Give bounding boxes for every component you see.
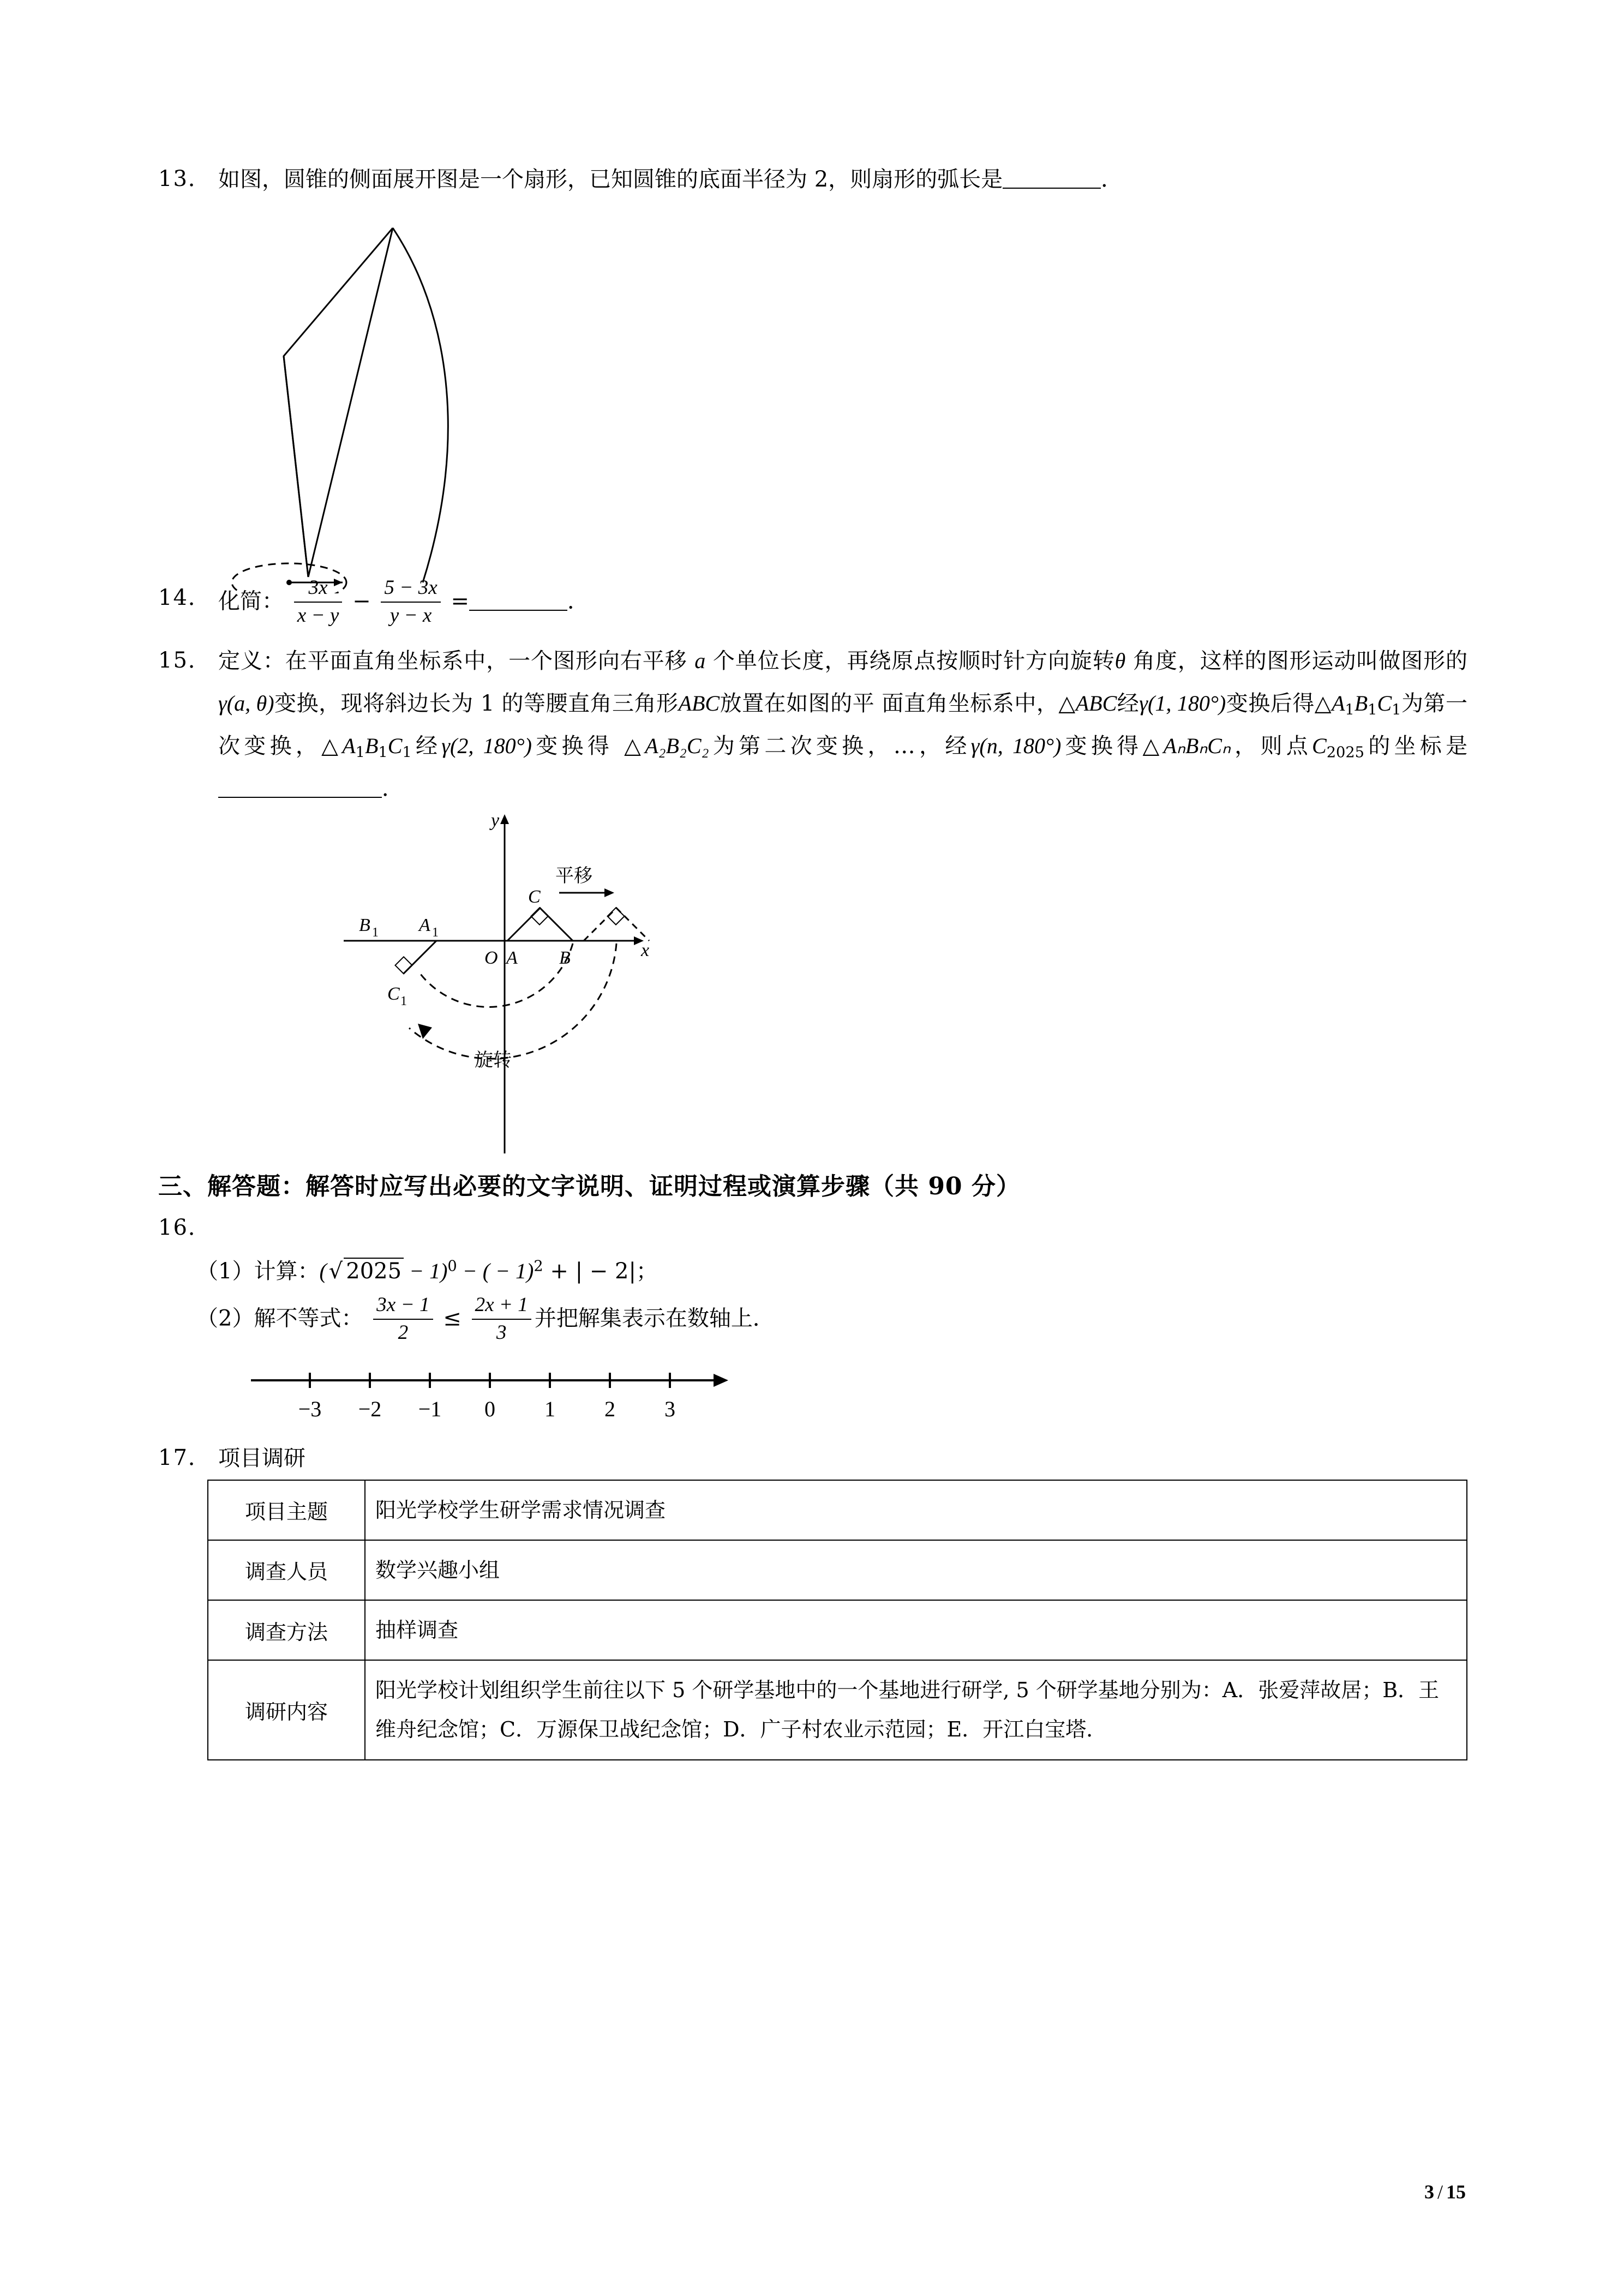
question-17: [158, 1437, 1467, 1480]
svg-text:B: B: [559, 948, 571, 969]
svg-text:x: x: [641, 940, 650, 961]
page-content: [158, 158, 1467, 1760]
question-15-line4-d: ，则点: [1230, 734, 1313, 759]
question-16-fraction-1: [373, 1293, 433, 1345]
svg-text:平移: 平移: [555, 865, 592, 887]
question-15-anbncn: AₙBₙCₙ: [1163, 734, 1231, 759]
table-row: [208, 1660, 1467, 1759]
fraction-1-numerator: 3x: [294, 576, 343, 603]
question-15-c2025-sub: 2025: [1326, 744, 1364, 761]
svg-text:−1: −1: [418, 1396, 442, 1421]
number-line-figure: [240, 1352, 1467, 1434]
question-16-sqrt-radicand: 2025: [344, 1258, 404, 1284]
table-row: [208, 1600, 1467, 1660]
question-15: [158, 640, 1467, 810]
page-footer: [1424, 2180, 1466, 2203]
question-13: [158, 158, 1467, 201]
question-15-line3-c: 变换后得△: [1226, 691, 1332, 717]
question-15-c1-repeat: C: [387, 734, 403, 759]
question-16-part-2-label: （2）解不等式：: [196, 1306, 363, 1331]
question-15-gamma-1: γ(1, 180°): [1139, 691, 1226, 716]
question-14-fraction-1: [294, 576, 343, 628]
svg-text:C: C: [528, 887, 541, 907]
question-16-part-1-label: （1）计算：: [196, 1259, 320, 1284]
question-14-period: ．: [567, 588, 589, 614]
question-15-gamma-n: γ(n, 180°): [970, 734, 1062, 759]
question-16: [158, 1207, 1467, 1248]
cone-lateral-surface-sector-figure: [218, 201, 1467, 593]
question-15-gamma-2: γ(2, 180°): [441, 734, 532, 759]
question-14-stem: 化简：: [218, 588, 284, 614]
question-15-line4-b: 为第二次变换，…，经: [709, 734, 971, 759]
question-14-minus: −: [352, 588, 371, 614]
table-cell-value: 阳光学校计划组织学生前往以下 5 个研学基地中的一个基地进行研学, 5 个研学基地分别为：A．张爱萍故居；B．王维舟纪念馆；C．万源保卫战纪念馆；D．广子村农业示范园；E．开江白宝塔．: [365, 1660, 1467, 1759]
question-15-a1-sub: 1: [1345, 701, 1355, 719]
question-15-abc-2: ABC: [1075, 691, 1117, 716]
question-15-b1-repeat: B: [364, 734, 379, 759]
table-cell-label: 调查人员: [208, 1540, 365, 1600]
question-16-part-2: [196, 1294, 1467, 1346]
question-15-number: 15．: [158, 648, 211, 674]
table-row: [208, 1540, 1467, 1600]
page-total: 15: [1446, 2181, 1466, 2203]
svg-text:1: 1: [400, 994, 407, 1009]
question-15-triangle-abc: ABC: [678, 691, 720, 716]
svg-text:2: 2: [604, 1396, 615, 1421]
page-separator: /: [1437, 2181, 1443, 2203]
question-16-part-2-tail: 并把解集表示在数轴上．: [534, 1306, 775, 1331]
question-15-line1-a: 定义：在平面直角坐标系中，一个图形向右平移: [218, 648, 687, 674]
question-15-line4-e: 的坐标是: [1364, 734, 1468, 759]
question-16-pow-2: 2: [534, 1258, 543, 1275]
table-cell-label: 调研内容: [208, 1660, 365, 1759]
question-15-line4-a: △: [624, 734, 645, 759]
survey-table: [207, 1480, 1467, 1760]
table-cell-value: 抽样调查: [365, 1600, 1467, 1660]
question-15-line3-b: 经: [1117, 691, 1140, 717]
table-cell-value: 数学兴趣小组: [365, 1540, 1467, 1600]
svg-text:B: B: [359, 915, 370, 936]
table-cell-label: 调查方法: [208, 1600, 365, 1660]
svg-text:A: A: [506, 948, 518, 969]
question-15-a1b1c1-repeat: A: [342, 734, 356, 759]
question-15-line2-a: 角度，这样的图形运动叫做图形的: [1132, 648, 1468, 674]
question-15-a2b2c2: A₂B₂C₂: [645, 734, 709, 759]
gamma-transformation-coordinate-figure: [311, 810, 1467, 1159]
question-15-c1-sub-2: 1: [402, 744, 412, 761]
svg-text:3: 3: [664, 1396, 675, 1421]
question-14-number: 14．: [158, 585, 211, 610]
question-15-theta: θ: [1114, 648, 1126, 674]
svg-text:C: C: [387, 984, 400, 1005]
question-16-part-1: [196, 1248, 1467, 1294]
q16-fraction-1-numerator: 3x − 1: [373, 1293, 433, 1320]
question-14-fraction-2: [381, 576, 440, 628]
question-15-b1-sub-2: 1: [378, 744, 388, 761]
question-17-number: 17．: [158, 1445, 211, 1470]
question-16-expr-b: − 1): [404, 1259, 448, 1284]
q16-fraction-2-numerator: 2x + 1: [472, 1293, 531, 1320]
q16-fraction-2-denominator: 3: [496, 1321, 507, 1344]
table-row: [208, 1480, 1467, 1540]
svg-text:O: O: [484, 948, 498, 969]
coordinate-figure-svg: [311, 810, 856, 1159]
question-15-line3-d: 为第一次变换，△: [218, 691, 1468, 759]
q16-fraction-1-denominator: 2: [398, 1321, 409, 1344]
question-16-expr-c: − ( − 1): [457, 1259, 534, 1284]
svg-text:A: A: [419, 915, 430, 936]
svg-text:1: 1: [372, 925, 379, 940]
question-16-fraction-2: [472, 1293, 531, 1345]
table-cell-value: 阳光学校学生研学需求情况调查: [365, 1480, 1467, 1540]
question-13-stem: 如图，圆锥的侧面展开图是一个扇形，已知圆锥的底面半径为 2，则扇形的弧长是: [218, 167, 1003, 192]
fraction-2-denominator: y − x: [389, 604, 432, 627]
question-15-line4-f: ．: [382, 776, 404, 802]
sqrt-icon: √ 2025: [327, 1248, 404, 1294]
question-15-c1-sub: 1: [1392, 701, 1401, 719]
question-16-number: 16．: [158, 1215, 211, 1241]
question-15-b1: B: [1354, 691, 1368, 716]
fraction-2-numerator: 5 − 3x: [381, 576, 440, 603]
svg-text:−2: −2: [358, 1396, 382, 1421]
question-15-a1-sub-2: 1: [355, 744, 365, 761]
question-15-line4-c: 变换得△: [1061, 734, 1164, 759]
question-15-b1-sub: 1: [1368, 701, 1377, 719]
question-15-gamma: γ(a, θ): [218, 691, 274, 716]
svg-text:1: 1: [544, 1396, 555, 1421]
question-17-title: 项目调研: [218, 1445, 305, 1471]
section-3-title: 三、解答题：解答时应写出必要的文字说明、证明过程或演算步骤（共 90 分）: [158, 1173, 1021, 1201]
svg-text:−3: −3: [298, 1396, 322, 1421]
table-cell-label: 项目主题: [208, 1480, 365, 1540]
question-15-text: [218, 640, 1467, 810]
cone-figure-svg: [218, 201, 600, 593]
question-14-answer-blank[interactable]: [469, 610, 567, 611]
question-15-line2-b: 变换，现将斜边长为 1 的等腰直角三角形: [274, 691, 679, 717]
svg-text:1: 1: [432, 925, 439, 940]
question-13-text: [218, 158, 1467, 201]
question-13-period: ．: [1101, 167, 1123, 192]
question-15-c2025: C: [1312, 734, 1327, 759]
svg-text:旋转: 旋转: [475, 1049, 512, 1072]
question-15-line3-e: 经: [411, 734, 442, 759]
svg-text:0: 0: [484, 1396, 495, 1421]
question-15-c1: C: [1377, 691, 1392, 716]
svg-text:y: y: [491, 810, 500, 831]
fraction-1-denominator: x − y: [297, 604, 339, 627]
number-line-svg: [240, 1352, 786, 1434]
question-15-var-a: a: [694, 648, 706, 674]
question-15-line3-f: 变换得: [531, 734, 614, 759]
question-16-le-sign: ≤: [443, 1306, 462, 1331]
question-15-line1-b: 个单位长度，再绕原点按顺时针方向旋转: [712, 648, 1115, 674]
question-16-paren-open: (: [319, 1259, 327, 1284]
page-number: 3: [1424, 2181, 1434, 2203]
question-14-equals: =: [451, 588, 469, 614]
question-13-number: 13．: [158, 166, 211, 191]
question-16-expr-d: + | − 2|；: [543, 1259, 658, 1284]
question-15-line2-c: 放置在如图的平: [720, 691, 875, 717]
question-15-answer-blank[interactable]: [218, 797, 382, 798]
question-16-pow-0: 0: [447, 1258, 457, 1275]
question-15-a1: A: [1331, 691, 1345, 716]
question-13-answer-blank[interactable]: [1003, 188, 1101, 189]
question-15-line3-a: 面直角坐标系中，△: [882, 691, 1076, 717]
